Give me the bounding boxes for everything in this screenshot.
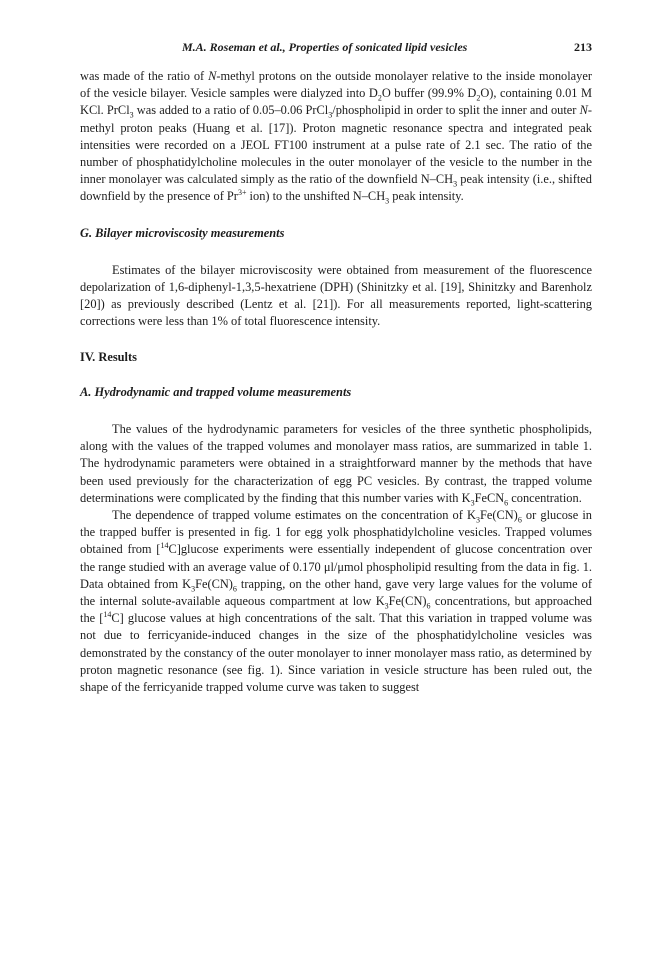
section-heading-a: A. Hydrodynamic and trapped volume measurements — [80, 384, 352, 399]
paragraph-nmr-method: was made of the ratio of N-methyl protons on the outside monolayer relative to the inside monolayer of the vesicle bilayer. Vesicle samples were dialyzed into $D_2O$ buffer (99.9% $D_2O$), containing 0.01 M KCl. PrCl$_3$ was added to a ratio of 0.05–0.06 PrCl$_3$/phospholipid in order to split the inner and outer N-methyl proton peaks (Huang et al. [17]). Proton magnetic resonance spectra and integrated peak intensities were recorded on a JEOL FT100 instrument at a pulse rate of 2.1 sec. The ratio of the number of phosphatidylcholine molecules in the outer monolayer of the vesicle to the number in the inner monolayer was calculated simply as the ratio of the downfield $N-CH_3$ peak intensity (i.e., shifted downfield by the presence of $Pr^{3+}$ ion) to the unshifted $N-CH_3$ peak intensity. — [80, 69, 593, 206]
section-heading-results: IV. Results — [80, 349, 137, 364]
page-number: 213 — [574, 40, 592, 54]
paragraph-microviscosity: Estimates of the bilayer microviscosity were obtained from measurement of the fluorescence depolarization of 1,6-diphenyl-1,3,5-hexatriene (DPH) (Shinitzky et al. [19], Shinitzky and Barenholz [20]) as previously described (Lentz et al. [21]). For all measurements reported, light-scattering corrections were less than 1% of total fluorescence intensity. — [80, 262, 592, 329]
paragraph-trapped-volume: The dependence of trapped volume estimates on the concentration of $K_3Fe(CN)_6$ or glucose in the trapped buffer is presented in fig. 1 for egg yolk phosphatidylcholine vesicles. Trapped volumes obtained from [$^{14}$C]glucose experiments were essentially independent of glucose concentration over the range studied with an average value of 0.170 μl/μmol phospholipid resulting from the data in fig. 1. Data obtained from $K_3Fe(CN)_6$ trapping, on the other hand, gave very large values for the volume of the internal solute-available aqueous compartment at low $K_3Fe(CN)_6$ concentrations, but approached the [$^{14}$C] glucose values at high concentrations of the salt. That this variation in trapped volume was not due to ferricyanide-induced changes in the size of the phosphatidylcholine vesicles was demonstrated by the constancy of the outer monolayer to inner monolayer mass ratio, as determined by proton magnetic resonance (see fig. 1). Since variation in vesicle structure has been ruled out, the shape of the ferricyanide trapped volume curve was taken to suggest — [80, 508, 592, 695]
paragraph-hydrodynamic: The values of the hydrodynamic parameters for vesicles of the three synthetic phospholipids, along with the values of the trapped volumes and monolayer mass ratios, are summarized in table 1. The hydrodynamic parameters were obtained in a straightforward manner by the methods that have been used previously for the characterization of egg PC vesicles. By contrast, the trapped volume determinations were complicated by the finding that this number varies with $K_3FeCN_6$ concentration. — [80, 422, 592, 508]
section-heading-g: G. Bilayer microviscosity measurements — [80, 225, 285, 240]
running-title: M.A. Roseman et al., Properties of sonicated lipid vesicles — [182, 40, 468, 54]
body-text — [80, 68, 592, 696]
